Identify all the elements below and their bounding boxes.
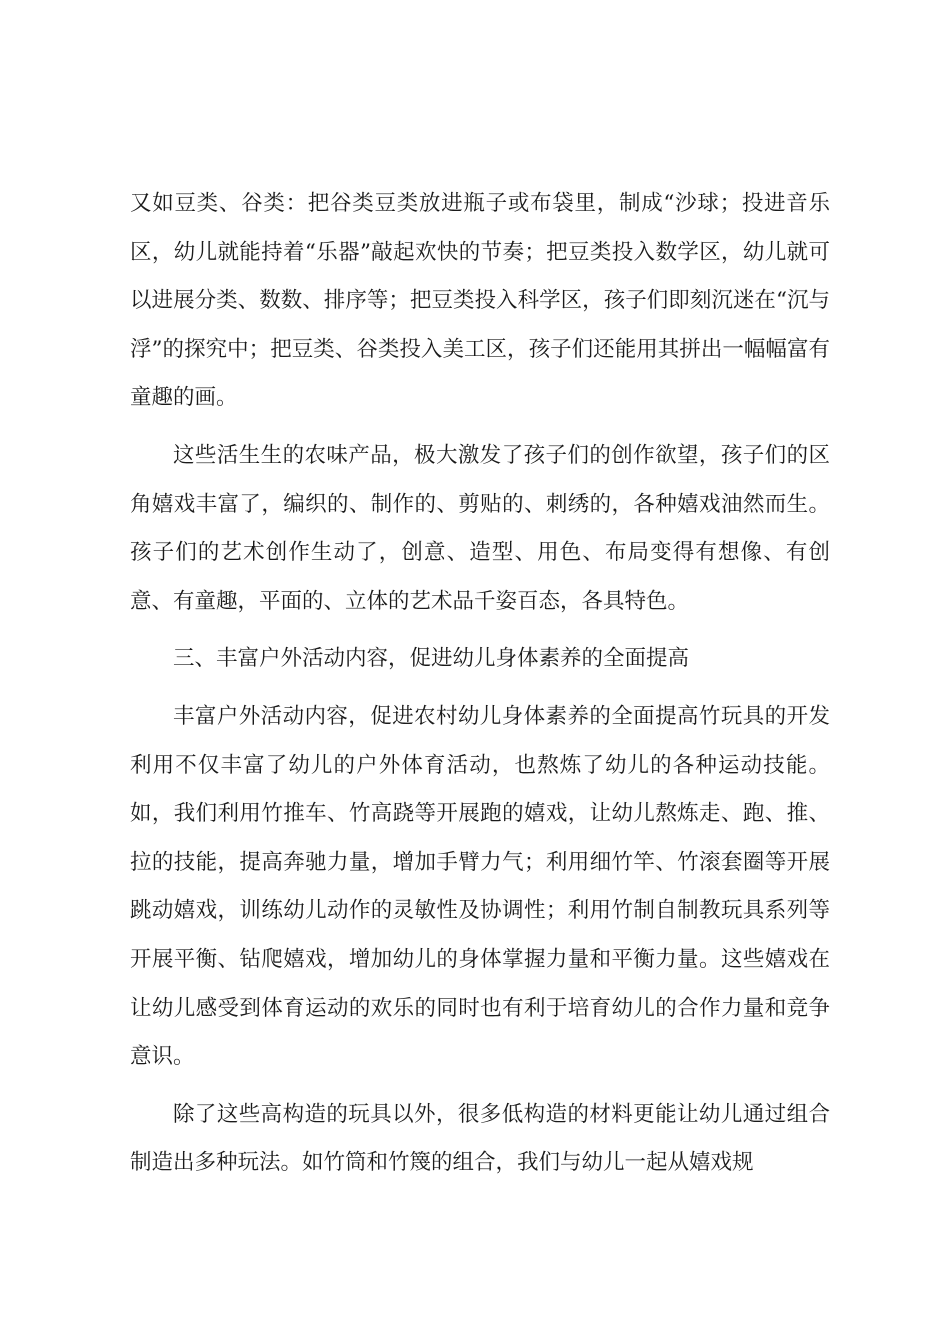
document-body [130, 180, 830, 1197]
paragraph-low-structure-materials: 除了这些高构造的玩具以外，很多低构造的材料更能让幼儿通过组合制造出多种玩法。如竹筒和竹篾的组合，我们与幼儿一起从嬉戏规 [130, 1101, 830, 1176]
paragraph-creative-play: 这些活生生的农味产品，极大激发了孩子们的创作欲望，孩子们的区角嬉戏丰富了，编织的、制作的、剪贴的、刺绣的，各种嬉戏油然而生。孩子们的艺术创作生动了，创意、造型、用色、布局变得有想像、有创意、有童趣，平面的、立体的艺术品千姿百态，各具特色。 [130, 442, 830, 614]
paragraph-beans-grains: 又如豆类、谷类：把谷类豆类放进瓶子或布袋里，制成“沙球；投进音乐区，幼儿就能持着“乐器”敲起欢快的节奏；把豆类投入数学区，幼儿就可以进展分类、数数、排序等；把豆类投入科学区，孩子们即刻沉迷在“沉与浮”的探究中；把豆类、谷类投入美工区，孩子们还能用其拼出一幅幅富有童趣的画。 [130, 191, 830, 411]
paragraph-bamboo-toys: 丰富户外活动内容，促进农村幼儿身体素养的全面提高竹玩具的开发利用不仅丰富了幼儿的户外体育活动，也熬炼了幼儿的各种运动技能。如，我们利用竹推车、竹高跷等开展跑的嬉戏，让幼儿熬炼走、跑、推、拉的技能，提高奔驰力量，增加手臂力气；利用细竹竿、竹滚套圈等开展跳动嬉戏，训练幼儿动作的灵敏性及协调性；利用竹制自制教玩具系列等开展平衡、钻爬嬉戏，增加幼儿的身体掌握力量和平衡力量。这些嬉戏在让幼儿感受到体育运动的欢乐的同时也有利于培育幼儿的合作力量和竞争意识。 [130, 703, 830, 1070]
section-heading-outdoor-activities: 三、丰富户外活动内容，促进幼儿身体素养的全面提高 [173, 646, 690, 672]
